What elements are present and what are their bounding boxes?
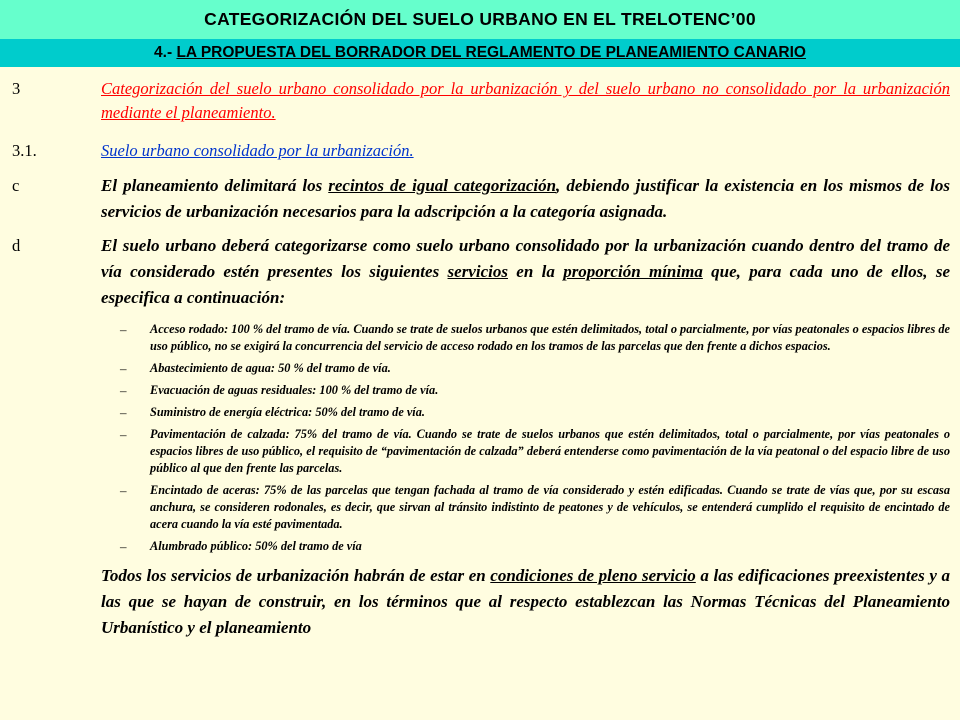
- item-d-text: [101, 233, 950, 311]
- list-item: [120, 404, 950, 421]
- closing-paragraph: [12, 563, 950, 641]
- closing-underlined: condiciones de pleno servicio: [490, 566, 696, 585]
- services-list: [12, 321, 950, 555]
- closing-before: Todos los servicios de urbanización habrán de estar en: [101, 566, 491, 585]
- bullet-text: Abastecimiento de agua: 50 % del tramo de vía.: [150, 361, 391, 375]
- item-d-number: d: [12, 236, 21, 255]
- list-item: [120, 360, 950, 377]
- closing-after: a las edificaciones preexistentes y a las que se hayan de construir, en los términos que al respecto establezcan las Normas Técnicas del Planeamiento Urbanístico y el planeamiento: [101, 566, 950, 637]
- list-item: [120, 321, 950, 355]
- item-d-underlined-1: servicios: [447, 262, 508, 281]
- bullet-dash: –: [120, 361, 127, 376]
- section-3-1-number: 3.1.: [12, 141, 37, 160]
- item-c-underlined: recintos de igual categorización: [328, 176, 557, 195]
- page-title: CATEGORIZACIÓN DEL SUELO URBANO EN EL TRELOTENC’00: [0, 0, 960, 39]
- subtitle-prefix: 4.-: [154, 44, 177, 61]
- list-item: [120, 538, 950, 555]
- section-3-text: Categorización del suelo urbano consolidado por la urbanización y del suelo urbano no consolidado por la urbanización mediante el planeamiento.: [101, 79, 950, 122]
- section-3-number: 3: [12, 79, 21, 98]
- bullet-dash: –: [120, 427, 127, 442]
- bullet-text: Acceso rodado: 100 % del tramo de vía. Cuando se trate de suelos urbanos que estén delimitados, total o parcialmente, por vías peatonales o espacios libres de uso público, no se exigirá la concurrencia del servicio de acceso rodado en los tramos de las parcelas que den frente a dichos espacios.: [150, 322, 950, 353]
- bullet-dash: –: [120, 405, 127, 420]
- bullet-text: Evacuación de aguas residuales: 100 % del tramo de vía.: [150, 383, 439, 397]
- section-3-1-text: Suelo urbano consolidado por la urbanización.: [101, 141, 414, 160]
- item-c-number: c: [12, 176, 20, 195]
- section-subtitle: [0, 39, 960, 67]
- item-c-text: [101, 173, 950, 225]
- bullet-dash: –: [120, 322, 127, 337]
- item-d-after: que, para cada uno de ellos, se especifica a continuación:: [101, 262, 951, 307]
- item-d-underlined-2: proporción mínima: [563, 262, 703, 281]
- section-3: [12, 77, 950, 125]
- document-body: [12, 77, 950, 641]
- item-c-after: , debiendo justificar la existencia en los mismos de los servicios de urbanización necesarios para la adscripción a la categoría asignada.: [101, 176, 950, 221]
- item-d-before: El suelo urbano deberá categorizarse como suelo urbano consolidado por la urbanización cuando dentro del tramo de vía considerado estén presentes los siguientes: [101, 236, 950, 281]
- bullet-text: Alumbrado público: 50% del tramo de vía: [150, 539, 362, 553]
- bullet-text: Suministro de energía eléctrica: 50% del tramo de vía.: [150, 405, 425, 419]
- bullet-text: Encintado de aceras: 75% de las parcelas que tengan fachada al tramo de vía considerado y estén edificadas. Cuando se trate de vías que, por su escasa anchura, se consideren rodonales, es decir, que sirvan al tránsito indistinto de peatones y de vehículos, se entenderá cumplido el requisito de encintado de acera cuando la vía esté pavimentada.: [150, 483, 950, 531]
- item-c: [12, 173, 950, 225]
- item-d-middle: en la: [507, 262, 564, 281]
- bullet-dash: –: [120, 383, 127, 398]
- bullet-text: Pavimentación de calzada: 75% del tramo de vía. Cuando se trate de suelos urbanos que estén delimitados, total o parcialmente, por vías peatonales o espacios libres de uso público, el requisito de “pavimentación de calzada” deberá entenderse como pavimentación de la vía peatonal o del espacio libre de uso público al que den frente las parcelas.: [150, 427, 950, 475]
- closing-text: [101, 563, 950, 641]
- section-3-heading: [101, 77, 950, 125]
- item-d: [12, 233, 950, 311]
- bullet-dash: –: [120, 483, 127, 498]
- list-item: [120, 482, 950, 533]
- list-item: [120, 382, 950, 399]
- item-c-before: El planeamiento delimitará los: [101, 176, 329, 195]
- bullet-dash: –: [120, 539, 127, 554]
- section-3-1-heading: [101, 139, 950, 163]
- section-3-1: [12, 139, 950, 163]
- list-item: [120, 426, 950, 477]
- subtitle-underlined: LA PROPUESTA DEL BORRADOR DEL REGLAMENTO DE PLANEAMIENTO CANARIO: [176, 44, 806, 61]
